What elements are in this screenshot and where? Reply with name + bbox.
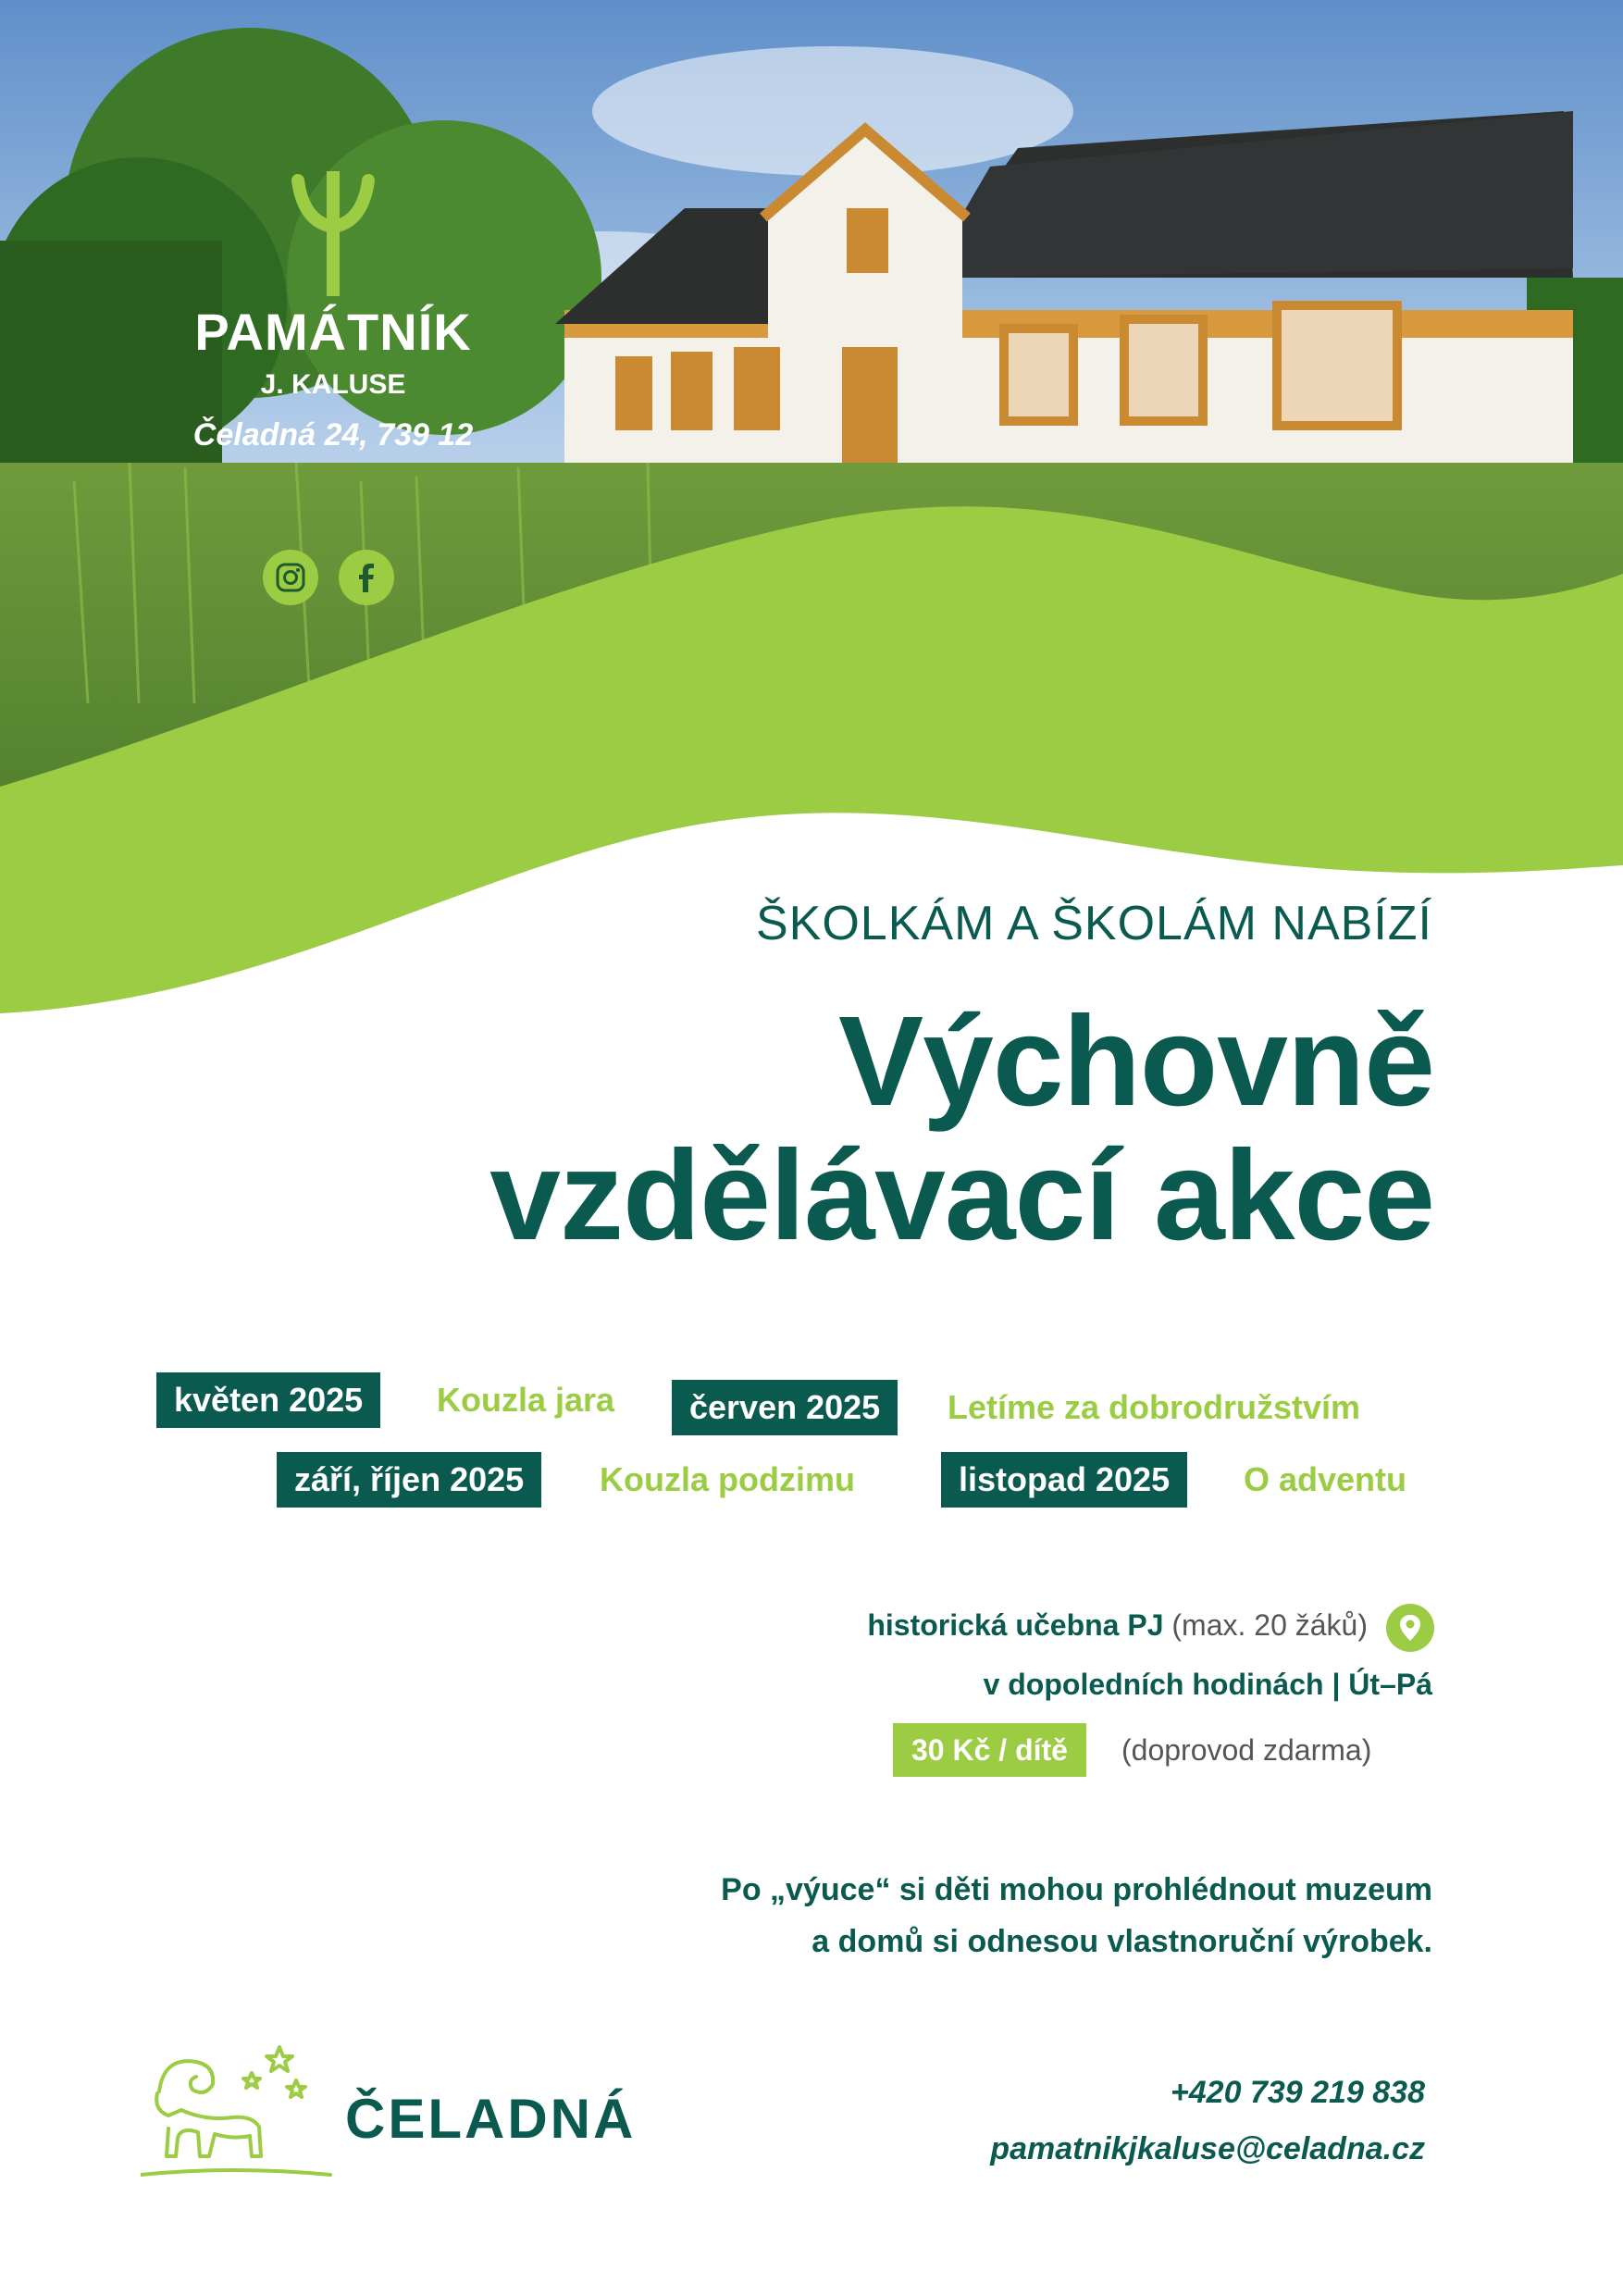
price-badge: 30 Kč / dítě — [893, 1723, 1086, 1777]
contact-phone[interactable]: +420 739 219 838 — [1170, 2075, 1425, 2110]
memorial-title: PAMÁTNÍK — [194, 303, 472, 361]
green-wave — [0, 0, 1623, 1036]
location-pin-icon — [1386, 1604, 1434, 1652]
event-date-november: listopad 2025 — [941, 1452, 1187, 1508]
event-date-june: červen 2025 — [672, 1380, 898, 1435]
time-line: v dopoledních hodinách | Út–Pá — [983, 1668, 1432, 1701]
description-line-1: Po „výuce“ si děti mohou prohlédnout muzeum — [721, 1872, 1432, 1907]
event-topic-june: Letíme za dobrodružstvím — [948, 1388, 1361, 1426]
description-line-2: a domů si odnesou vlastnoruční výrobek. — [812, 1924, 1432, 1959]
footer-brand: ČELADNÁ — [345, 2088, 637, 2150]
event-topic-may: Kouzla jara — [437, 1381, 615, 1419]
description — [721, 1864, 1432, 1967]
event-date-may: květen 2025 — [156, 1372, 380, 1428]
event-topic-autumn: Kouzla podzimu — [600, 1460, 855, 1498]
page-title — [489, 990, 1434, 1267]
memorial-subtitle: J. KALUSE — [260, 369, 406, 400]
offer-kicker: ŠKOLKÁM A ŠKOLÁM NABÍZÍ — [755, 897, 1432, 950]
ram-stars-logo-icon — [141, 2036, 335, 2184]
tree-symbol-icon — [287, 171, 379, 296]
instagram-icon[interactable] — [263, 550, 318, 605]
location-capacity: (max. 20 žáků) — [1171, 1608, 1368, 1642]
location-line — [867, 1608, 1368, 1643]
headline-line-1: Výchovně — [838, 990, 1434, 1133]
memorial-address: Čeladná 24, 739 12 — [192, 417, 474, 453]
price-note: (doprovod zdarma) — [1121, 1733, 1372, 1767]
event-date-autumn: září, říjen 2025 — [277, 1452, 541, 1508]
headline-line-2: vzdělávací akce — [489, 1124, 1434, 1267]
facebook-icon[interactable] — [339, 550, 394, 605]
contact-email[interactable]: pamatnikjkaluse@celadna.cz — [990, 2131, 1425, 2166]
event-topic-november: O adventu — [1244, 1460, 1407, 1498]
memorial-logo — [148, 171, 518, 453]
location-place: historická učebna PJ — [867, 1608, 1164, 1642]
